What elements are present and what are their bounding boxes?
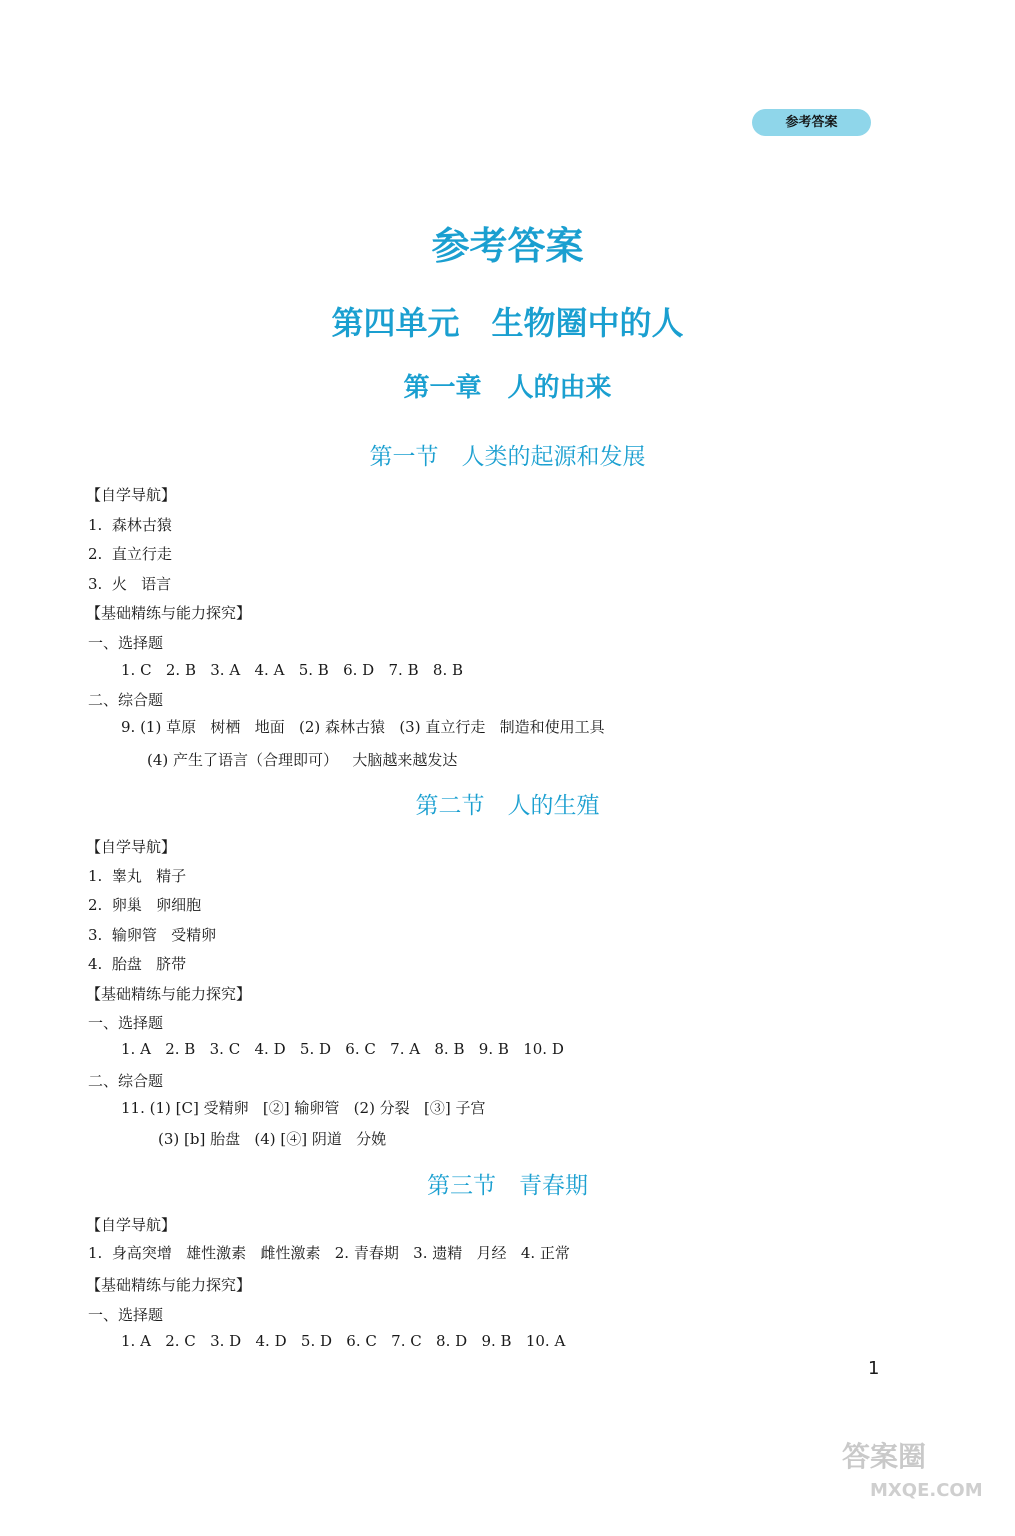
section-title: 第一节 人类的起源和发展: [369, 444, 646, 470]
answer-line: 3. 输卵管 受精卵: [88, 926, 217, 944]
answer-line: 1. 睾丸 精子: [88, 867, 187, 885]
answer-line: 【基础精练与能力探究】: [86, 604, 252, 622]
answer-line: 11. (1) [C] 受精卵 [②] 输卵管 (2) 分裂 [③] 子宫: [121, 1099, 486, 1117]
answer-line: 2. 直立行走: [88, 545, 172, 563]
answer-line: 【自学导航】: [86, 486, 177, 504]
answer-line: 4. 胎盘 脐带: [88, 955, 187, 973]
answer-line: 3. 火 语言: [88, 575, 172, 593]
answer-line: 1. A 2. C 3. D 4. D 5. D 6. C 7. C 8. D 9. B 10. A: [121, 1332, 566, 1350]
unit-title: 第四单元 生物圈中的人: [331, 304, 684, 342]
answer-line: 【基础精练与能力探究】: [86, 1276, 252, 1294]
answer-line: 2. 卵巢 卵细胞: [88, 896, 202, 914]
answer-line: 一、选择题: [88, 634, 164, 652]
answer-line: 1. 森林古猿: [88, 516, 172, 534]
answer-line: 二、综合题: [88, 1072, 164, 1090]
answer-line: 1. 身高突增 雄性激素 雌性激素 2. 青春期 3. 遗精 月经 4. 正常: [88, 1244, 570, 1262]
chapter-title: 第一章 人的由来: [403, 373, 612, 403]
header-tag: 参考答案: [752, 109, 871, 136]
watermark-url: MXQE.COM: [870, 1480, 983, 1501]
section-title: 第二节 人的生殖: [415, 793, 600, 819]
answer-line: 一、选择题: [88, 1014, 164, 1032]
answer-line: (4) 产生了语言（合理即可） 大脑越来越发达: [147, 751, 458, 769]
answer-line: 二、综合题: [88, 691, 164, 709]
answer-line: 1. A 2. B 3. C 4. D 5. D 6. C 7. A 8. B 9. B 10. D: [121, 1040, 564, 1058]
answer-line: 【自学导航】: [86, 1216, 177, 1234]
page-number: 1: [868, 1358, 880, 1379]
answer-line: 【自学导航】: [86, 838, 177, 856]
answer-line: 1. C 2. B 3. A 4. A 5. B 6. D 7. B 8. B: [121, 661, 464, 679]
page-title: 参考答案: [431, 224, 584, 268]
section-title: 第三节 青春期: [427, 1173, 588, 1199]
answer-line: 【基础精练与能力探究】: [86, 985, 252, 1003]
answer-line: 9. (1) 草原 树栖 地面 (2) 森林古猿 (3) 直立行走 制造和使用工具: [121, 718, 605, 736]
answer-line: (3) [b] 胎盘 (4) [④] 阴道 分娩: [158, 1130, 387, 1148]
watermark-logo: 答案圈: [842, 1440, 927, 1473]
answer-line: 一、选择题: [88, 1306, 164, 1324]
